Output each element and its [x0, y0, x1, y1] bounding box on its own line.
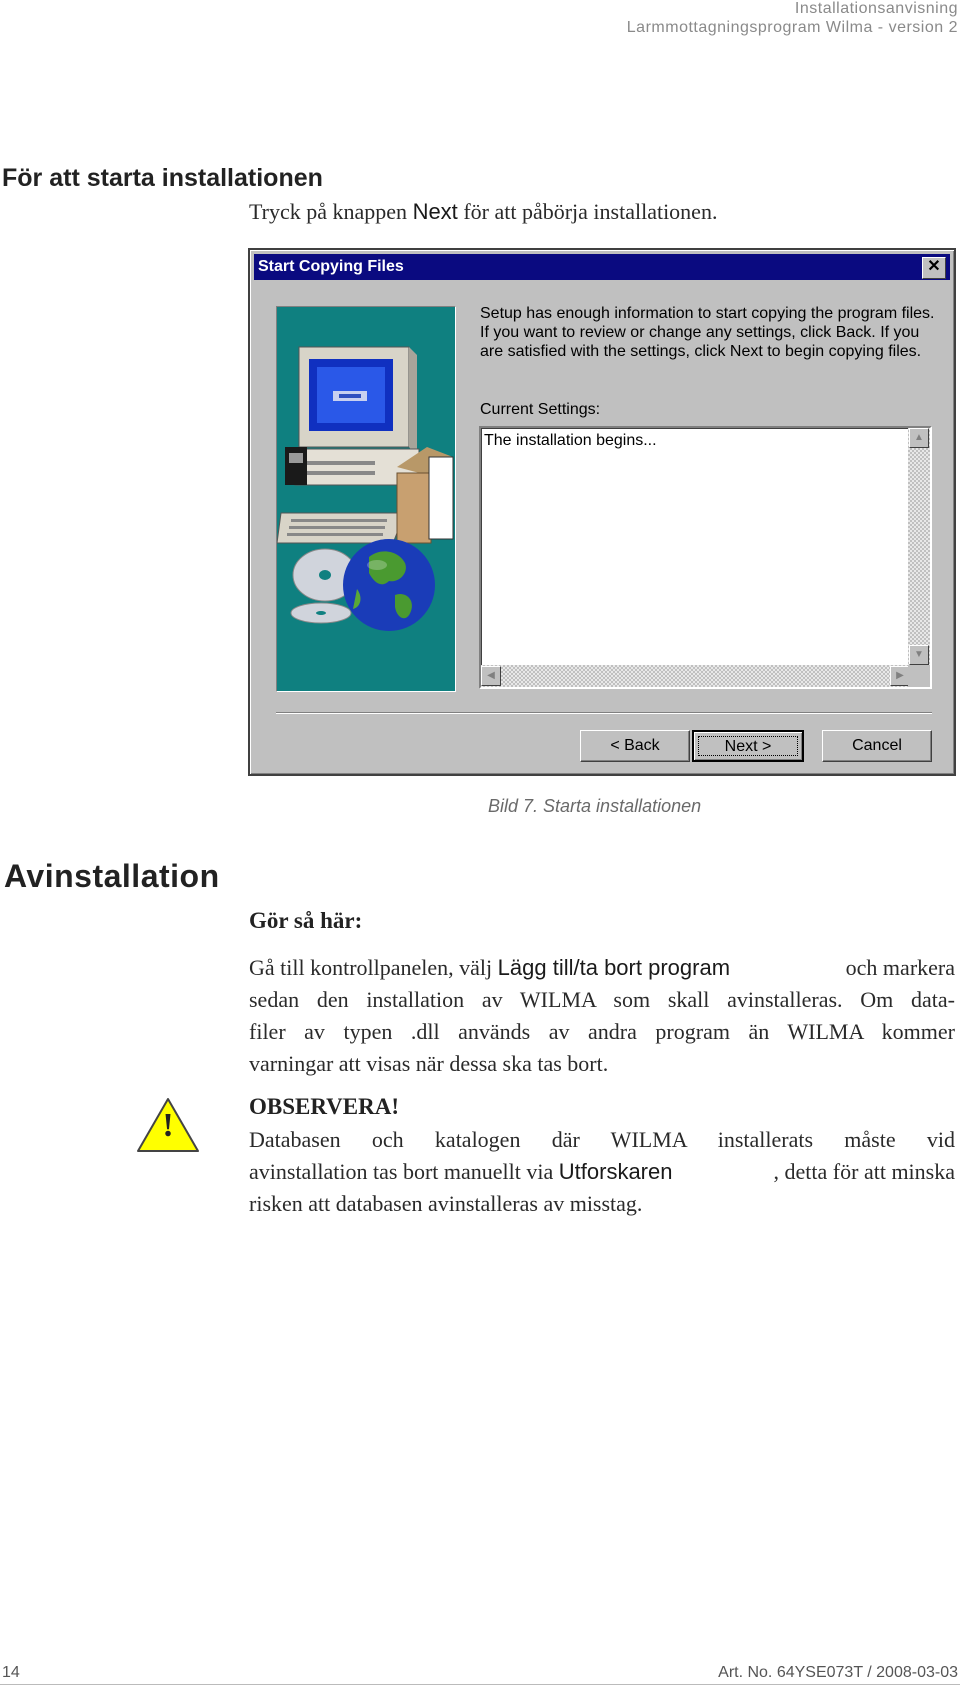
current-settings-textbox[interactable]	[479, 426, 932, 689]
arrow-left-icon: ◀	[487, 670, 495, 681]
how-to-subheading: Gör så här:	[249, 908, 363, 933]
warning-triangle-icon	[136, 1097, 200, 1158]
header-doc-title: Installationsanvisning	[794, 0, 958, 17]
next-keyword: Next	[412, 199, 458, 224]
uninstall-line-3: filer av typen .dll används av andra program än WILMA kommer	[249, 1019, 955, 1044]
instruction-text-before: Tryck på knappen	[249, 199, 413, 224]
scroll-right-button[interactable]	[890, 666, 910, 686]
uninstall-line-2: sedan den installation av WILMA som skall avinstalleras. Om data-	[249, 987, 955, 1012]
warn-line2-prefix: avinstallation tas bort manuellt via	[249, 1159, 559, 1184]
dialog-title: Start Copying Files	[258, 258, 404, 275]
header-doc-subtitle: Larmmottagningsprogram Wilma - version 2	[626, 19, 958, 36]
current-settings-label: Current Settings:	[480, 401, 601, 418]
warn-line2-suffix: , detta för att minska	[773, 1159, 955, 1184]
focus-rectangle	[698, 736, 798, 756]
warning-heading: OBSERVERA!	[249, 1094, 399, 1119]
dialog-intro-line-3: are satisfied with the settings, click Next to begin copying files.	[480, 343, 922, 360]
current-settings-content: The installation begins...	[484, 432, 657, 449]
arrow-up-icon: ▲	[914, 432, 924, 443]
start-install-instruction	[249, 196, 717, 228]
horizontal-scrollbar[interactable]	[481, 665, 910, 687]
uninstall-line-4: varningar att visas när dessa ska tas bort.	[249, 1051, 609, 1076]
back-button[interactable]	[580, 730, 690, 762]
uninstall-paragraph	[249, 952, 955, 1080]
start-copying-files-dialog	[248, 248, 956, 776]
section-heading-uninstall: Avinstallation	[4, 858, 220, 894]
scrollbar-corner	[908, 665, 930, 687]
uninstall-line-1-left	[249, 952, 730, 984]
warning-paragraph	[249, 1124, 955, 1220]
arrow-right-icon: ▶	[896, 670, 904, 681]
next-button-label: Next >	[724, 738, 772, 755]
arrow-down-icon: ▼	[914, 649, 924, 660]
uninstall-line-1	[249, 952, 955, 984]
vertical-scrollbar[interactable]	[908, 428, 930, 665]
warning-line-2	[249, 1156, 955, 1188]
computer-globe-illustration	[277, 307, 455, 691]
close-icon: ✕	[927, 258, 941, 275]
warning-line-1: Databasen och katalogen där WILMA installerats måste vid	[249, 1127, 955, 1152]
warning-line-2-left	[249, 1156, 672, 1188]
dialog-titlebar	[254, 254, 950, 280]
warning-line-3: risken att databasen avinstalleras av misstag.	[249, 1191, 643, 1216]
article-number: Art. No. 64YSE073T / 2008-03-03	[718, 1664, 958, 1681]
page-number: 14	[2, 1664, 20, 1681]
warning-exclamation: !	[162, 1107, 174, 1144]
dialog-intro-line-2: If you want to review or change any settings, click Back. If you	[480, 324, 920, 341]
cancel-button[interactable]	[822, 730, 932, 762]
scroll-down-button[interactable]	[909, 645, 929, 665]
scroll-left-button[interactable]	[481, 666, 501, 686]
para-prefix: Gå till kontrollpanelen, välj	[249, 955, 498, 980]
add-remove-programs-keyword: Lägg till/ta bort program	[497, 955, 731, 980]
dialog-intro-line-1: Setup has enough information to start copying the program files.	[480, 305, 935, 322]
figure-caption: Bild 7. Starta installationen	[488, 796, 702, 816]
explorer-keyword: Utforskaren	[558, 1159, 673, 1184]
instruction-text-after: för att påbörja installationen.	[457, 199, 718, 224]
footer-rule	[0, 1684, 960, 1685]
para-line1-suffix: och markera	[845, 955, 955, 980]
close-button[interactable]	[922, 257, 946, 279]
section-heading-start-install: För att starta installationen	[2, 164, 323, 192]
cancel-button-label: Cancel	[852, 737, 902, 754]
dialog-separator	[276, 712, 932, 714]
setup-illustration	[276, 306, 456, 692]
next-button[interactable]	[692, 730, 804, 762]
back-button-label: < Back	[610, 737, 660, 754]
scroll-up-button[interactable]	[909, 428, 929, 448]
